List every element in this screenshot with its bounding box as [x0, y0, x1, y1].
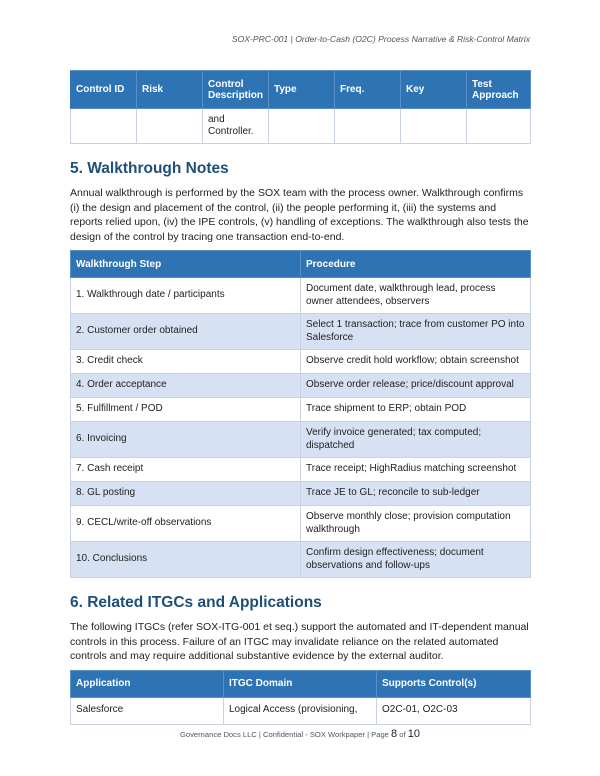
- table-cell: [335, 109, 401, 144]
- table-cell: [137, 109, 203, 144]
- column-header: Application: [71, 670, 224, 697]
- procedure-cell: Trace shipment to ERP; obtain POD: [301, 398, 531, 422]
- column-header: ITGC Domain: [224, 670, 377, 697]
- walkthrough-table: [70, 250, 531, 578]
- table-row: [71, 482, 531, 506]
- step-cell: 10. Conclusions: [71, 542, 301, 578]
- table-row: [71, 278, 531, 314]
- procedure-cell: Observe monthly close; provision computation walkthrough: [301, 506, 531, 542]
- procedure-cell: Confirm design effectiveness; document observations and follow-ups: [301, 542, 531, 578]
- footer-of: of: [399, 730, 406, 739]
- running-header: SOX-PRC-001 | Order-to-Cash (O2C) Process Narrative & Risk-Control Matrix: [231, 34, 530, 44]
- column-header: Key: [401, 71, 467, 109]
- step-cell: 7. Cash receipt: [71, 458, 301, 482]
- page-number: 8: [391, 728, 398, 740]
- table-cell: and Controller.: [203, 109, 269, 144]
- page-footer: [0, 728, 600, 740]
- table-row: [71, 314, 531, 350]
- walkthrough-paragraph: Annual walkthrough is performed by the SOX team with the process owner. Walkthrough confirms (i) the design and placement of the control, (ii) the people performing it, (iii) the systems and reports relied upon, (iv) the IPE controls, (v) handling of exceptions. The walkthrough also tests the design of the control by tracing one transaction end-to-end.: [70, 187, 529, 243]
- procedure-cell: Observe order release; price/discount approval: [301, 374, 531, 398]
- page-content: [70, 70, 530, 725]
- column-header: Control Description: [203, 71, 269, 109]
- itgc-table: [70, 670, 531, 725]
- supports-controls-cell: O2C-01, O2C-03: [377, 697, 531, 724]
- table-row: [71, 458, 531, 482]
- table-header-row: [71, 670, 531, 697]
- table-cell: [467, 109, 531, 144]
- table-header-row: [71, 71, 531, 109]
- table-cell: [269, 109, 335, 144]
- application-cell: Salesforce: [71, 697, 224, 724]
- procedure-cell: Verify invoice generated; tax computed; dispatched: [301, 422, 531, 458]
- table-cell: [401, 109, 467, 144]
- step-cell: 9. CECL/write-off observations: [71, 506, 301, 542]
- table-cell: [71, 109, 137, 144]
- table-row: [71, 109, 531, 144]
- table-row: [71, 350, 531, 374]
- table-row: [71, 506, 531, 542]
- step-cell: 5. Fulfillment / POD: [71, 398, 301, 422]
- procedure-cell: Trace receipt; HighRadius matching screenshot: [301, 458, 531, 482]
- page-total: 10: [407, 728, 421, 740]
- column-header: Type: [269, 71, 335, 109]
- column-header: Risk: [137, 71, 203, 109]
- table-row: [71, 398, 531, 422]
- procedure-cell: Document date, walkthrough lead, process owner attendees, observers: [301, 278, 531, 314]
- column-header: Freq.: [335, 71, 401, 109]
- procedure-cell: Select 1 transaction; trace from customer PO into Salesforce: [301, 314, 531, 350]
- step-cell: 8. GL posting: [71, 482, 301, 506]
- column-header: Procedure: [301, 251, 531, 278]
- section-heading-walkthrough: 5. Walkthrough Notes: [70, 160, 229, 177]
- table-row: [71, 422, 531, 458]
- step-cell: 3. Credit check: [71, 350, 301, 374]
- step-cell: 2. Customer order obtained: [71, 314, 301, 350]
- column-header: Supports Control(s): [377, 670, 531, 697]
- section-heading-itgc: 6. Related ITGCs and Applications: [70, 594, 322, 611]
- step-cell: 4. Order acceptance: [71, 374, 301, 398]
- itgc-paragraph: The following ITGCs (refer SOX-ITG-001 et seq.) support the automated and IT-dependent manual controls in this process. Failure of an ITGC may invalidate reliance on the related automated controls and may require additional substantive evidence by the external auditor.: [70, 621, 529, 662]
- column-header: Test Approach: [467, 71, 531, 109]
- column-header: Walkthrough Step: [71, 251, 301, 278]
- control-matrix-table: [70, 70, 531, 144]
- itgc-domain-cell: Logical Access (provisioning,: [224, 697, 377, 724]
- footer-text: Governance Docs LLC | Confidential - SOX Workpaper | Page: [179, 730, 389, 739]
- table-row: [71, 697, 531, 724]
- column-header: Control ID: [71, 71, 137, 109]
- procedure-cell: Trace JE to GL; reconcile to sub-ledger: [301, 482, 531, 506]
- table-header-row: [71, 251, 531, 278]
- table-row: [71, 374, 531, 398]
- procedure-cell: Observe credit hold workflow; obtain screenshot: [301, 350, 531, 374]
- step-cell: 1. Walkthrough date / participants: [71, 278, 301, 314]
- step-cell: 6. Invoicing: [71, 422, 301, 458]
- table-row: [71, 542, 531, 578]
